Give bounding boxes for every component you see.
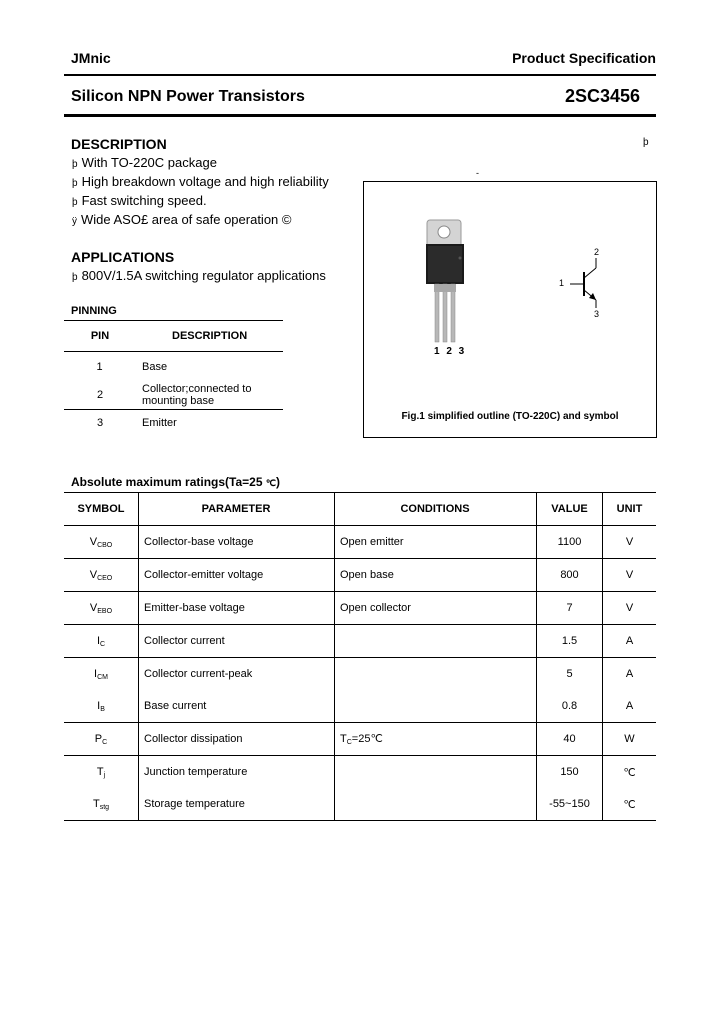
bullet-icon: þ: [72, 178, 78, 189]
unit-cell: A: [625, 668, 634, 680]
value-cell: 1.5: [537, 625, 603, 658]
table-row: [64, 625, 656, 658]
package-pin-labels: 1 2 3: [434, 346, 467, 357]
pin-description: Collector;connected to mounting base: [136, 382, 283, 410]
brand-name: JMnic: [71, 50, 111, 66]
table-row: [64, 592, 656, 625]
unit-cell: W: [603, 723, 657, 756]
table-row: [64, 410, 283, 436]
applications-heading: APPLICATIONS: [71, 249, 175, 265]
pin-description: Base: [142, 360, 168, 373]
figure-caption: Fig.1 simplified outline (TO-220C) and symbol: [401, 411, 619, 422]
symbol-cell: $P_C$: [64, 723, 139, 756]
symbol-cell: $V_{CEO}$: [64, 559, 139, 592]
symbol-cell: $I_{CM}$: [64, 658, 139, 691]
header-divider: [64, 74, 656, 76]
symbol-cell: $V_{CBO}$: [64, 526, 139, 559]
parameter-cell: Emitter-base voltage: [139, 592, 335, 625]
pin-number: 1: [96, 360, 103, 373]
ratings-title: Absolute maximum ratings(Ta=25 ℃): [71, 475, 280, 489]
symbol-cell: $I_C$: [64, 625, 139, 658]
parameter-cell: Collector current-peak: [139, 658, 335, 691]
value-cell: 5: [537, 658, 603, 691]
parameter-cell: Collector-emitter voltage: [139, 559, 335, 592]
pin-description: Emitter: [142, 416, 177, 429]
conditions-cell: [335, 756, 537, 789]
unit-cell: A: [603, 690, 657, 723]
pin-column-header: PIN: [64, 321, 136, 352]
symbol-collector-label: 2: [594, 247, 600, 257]
table-row: [64, 352, 283, 382]
symbol-cell: $T_j$: [64, 756, 139, 789]
symbol-base-label: 1: [559, 278, 565, 288]
value-cell: -55~150: [537, 788, 603, 821]
description-heading: DESCRIPTION: [71, 136, 167, 152]
description-item: ÿ Wide ASO£ area of safe operation ©: [72, 212, 292, 227]
pinning-table: [64, 320, 283, 436]
conditions-cell: [335, 690, 537, 723]
value-cell: 150: [537, 756, 603, 789]
parameter-cell: Base current: [139, 690, 335, 723]
value-cell: 7: [537, 592, 603, 625]
description-item: þ High breakdown voltage and high reliability: [72, 174, 329, 189]
value-cell: 800: [537, 559, 603, 592]
table-row: [64, 382, 283, 410]
product-line-title: Silicon NPN Power Transistors: [71, 88, 305, 105]
table-row: [64, 658, 656, 691]
symbol-column-header: SYMBOL: [64, 493, 139, 526]
symbol-emitter-label: 3: [594, 309, 600, 319]
description-item: þ Fast switching speed.: [72, 193, 207, 208]
conditions-cell: $T_C=25℃$: [335, 723, 537, 756]
bullet-icon: ÿ: [72, 216, 77, 227]
symbol-cell: $V_{EBO}$: [64, 592, 139, 625]
unit-cell: ℃: [603, 788, 657, 821]
figure-top-mark: -: [476, 168, 479, 178]
table-row: [64, 690, 656, 723]
parameter-cell: Junction temperature: [139, 756, 335, 789]
parameter-column-header: PARAMETER: [139, 493, 335, 526]
bullet-icon: þ: [72, 272, 78, 283]
conditions-column-header: CONDITIONS: [335, 493, 537, 526]
figure-box: [363, 181, 657, 438]
conditions-cell: Open collector: [335, 592, 537, 625]
doc-type: Product Specification: [512, 50, 656, 66]
unit-cell: V: [603, 559, 657, 592]
value-cell: 0.8: [537, 690, 603, 723]
unit-cell: V: [603, 592, 657, 625]
conditions-cell: Open emitter: [335, 526, 537, 559]
parameter-cell: Storage temperature: [139, 788, 335, 821]
conditions-cell: Open base: [335, 559, 537, 592]
application-item: þ 800V/1.5A switching regulator applications: [72, 268, 326, 283]
pin-number: 3: [96, 416, 104, 429]
part-number: 2SC3456: [564, 86, 640, 106]
unit-column-header: UNIT: [603, 493, 657, 526]
title-divider: [64, 114, 656, 117]
parameter-cell: Collector current: [139, 625, 335, 658]
corner-mark: þ: [643, 137, 649, 148]
pin-number: 2: [64, 382, 136, 410]
pinning-heading: PINNING: [71, 305, 117, 317]
bullet-icon: þ: [72, 197, 78, 208]
symbol-cell: $T_{stg}$: [64, 788, 139, 821]
description-column-header: DESCRIPTION: [136, 321, 283, 352]
conditions-cell: [335, 625, 537, 658]
table-row: [64, 526, 656, 559]
parameter-cell: Collector dissipation: [139, 723, 335, 756]
unit-cell: ℃: [623, 766, 636, 779]
description-item: þ With TO-220C package: [72, 155, 217, 170]
unit-cell: A: [603, 625, 657, 658]
bullet-icon: þ: [72, 159, 78, 170]
unit-cell: V: [603, 526, 657, 559]
ratings-table: [64, 492, 656, 821]
value-cell: 40: [537, 723, 603, 756]
npn-symbol-icon: [364, 182, 656, 437]
value-column-header: VALUE: [537, 493, 603, 526]
conditions-cell: [335, 788, 537, 821]
conditions-cell: [335, 658, 537, 691]
table-row: [64, 788, 656, 821]
table-row: [64, 723, 656, 756]
value-cell: 1100: [537, 526, 603, 559]
symbol-cell: $I_B$: [64, 690, 139, 723]
table-row: [64, 756, 656, 789]
table-row: [64, 559, 656, 592]
parameter-cell: Collector-base voltage: [139, 526, 335, 559]
